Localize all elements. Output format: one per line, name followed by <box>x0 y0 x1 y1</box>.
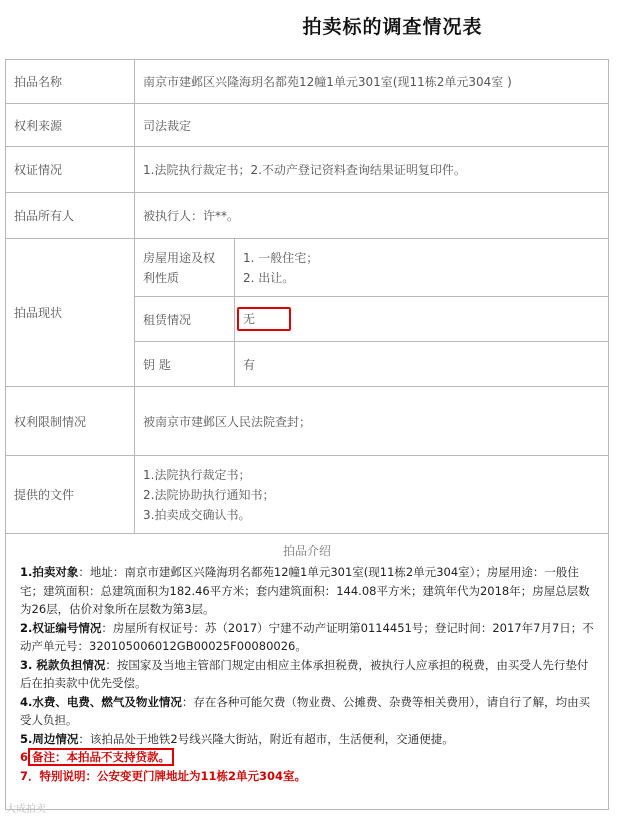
table-row <box>6 104 609 147</box>
page-title: 拍卖标的调查情况表 <box>302 16 483 38</box>
intro-special-note: 7．特别说明：公安变更门牌地址为11栋2单元304室。 <box>20 768 307 783</box>
intro-p5-text: ：该拍品处于地铁2号线兴隆大街站，附近有超市，生活便利，交通便捷。 <box>78 731 454 746</box>
usage-item: 1. 一般住宅； <box>243 250 319 265</box>
loan-highlight-box: 备注：本拍品不支持贷款。 <box>28 748 174 766</box>
value-certificate: 1.法院执行裁定书；2.不动产登记资料查询结果证明复印件。 <box>135 147 609 193</box>
intro-p1-head: 1.拍卖对象 <box>20 565 79 579</box>
label-item-name: 拍品名称 <box>6 60 135 104</box>
intro-paragraph <box>20 619 598 656</box>
label-certificate: 权证情况 <box>6 147 135 193</box>
intro-p6-num: 6 <box>20 750 29 764</box>
survey-table <box>5 59 609 810</box>
usage-item: 2. 出让。 <box>243 270 295 285</box>
watermark: 大成拍卖 <box>6 804 46 815</box>
intro-p1-text: ：地址：南京市建邺区兴隆海玥名都苑12幢1单元301室(现11栋2单元304室）；房屋用途：一般住宅；建筑面积：总建筑面积为182.46平方米；套内建筑面积：144.08平方米；建筑年代为2018年；房屋总层数为26层，估价对象所在层数为第3层。 <box>20 565 590 616</box>
intro-p2-head: 2.权证编号情况 <box>20 620 102 635</box>
intro-p4-head: 4.水费、电费、燃气及物业情况 <box>20 694 182 709</box>
value-lease-cell <box>235 297 609 342</box>
intro-paragraph <box>20 563 598 619</box>
label-restriction: 权利限制情况 <box>6 387 135 456</box>
value-restriction: 被南京市建邺区人民法院查封； <box>135 387 609 456</box>
label-lease: 租赁情况 <box>135 297 235 342</box>
document-item: 3.拍卖成交确认书。 <box>143 507 251 522</box>
table-row <box>6 239 609 297</box>
intro-paragraph <box>20 730 598 749</box>
table-row <box>6 456 609 534</box>
intro-heading: 拍品介绍 <box>282 544 331 558</box>
document-item: 2.法院协助执行通知书； <box>143 487 275 502</box>
table-row <box>6 534 609 810</box>
intro-p4-text: ：存在各种可能欠费（物业费、公摊费、杂费等相关费用），请自行了解，均由买受人负担。 <box>20 694 591 727</box>
value-documents <box>135 456 609 534</box>
intro-body <box>6 563 608 785</box>
lease-highlight-box: 无 <box>237 307 291 331</box>
table-row <box>6 387 609 456</box>
label-documents: 提供的文件 <box>6 456 135 534</box>
label-usage: 房屋用途及权利性质 <box>135 239 235 297</box>
value-item-name: 南京市建邺区兴隆海玥名都苑12幢1单元301室(现11栋2单元304室 ) <box>135 60 609 104</box>
table-row <box>6 193 609 239</box>
intro-p3-text: ：按国家及当地主管部门规定由相应主体承担税费，被执行人应承担的税费，由买受人先行垫付后在拍卖款中优先受偿。 <box>20 657 589 690</box>
intro-p5-head: 5.周边情况 <box>20 731 79 746</box>
intro-paragraph <box>20 656 598 693</box>
value-usage <box>235 239 609 297</box>
intro-paragraph <box>20 693 598 730</box>
intro-note-loan <box>20 748 598 767</box>
value-rights-source: 司法裁定 <box>135 104 609 147</box>
table-row <box>6 60 609 104</box>
label-owner: 拍品所有人 <box>6 193 135 239</box>
table-row <box>6 147 609 193</box>
label-key: 钥 匙 <box>135 342 235 387</box>
intro-p2-text: ：房屋所有权证号：苏（2017）宁建不动产证明第0114451号；登记时间：2017年7月7日；不动产单元号：320105006012GB00025F00080026。 <box>20 620 594 653</box>
intro-p3-head: 3. 税款负担情况 <box>20 657 106 672</box>
label-status: 拍品现状 <box>6 239 135 387</box>
value-owner: 被执行人：许**。 <box>135 193 609 239</box>
label-rights-source: 权利来源 <box>6 104 135 147</box>
intro-cell <box>6 534 609 810</box>
document-item: 1.法院执行裁定书； <box>143 467 251 482</box>
value-key: 有 <box>235 342 609 387</box>
